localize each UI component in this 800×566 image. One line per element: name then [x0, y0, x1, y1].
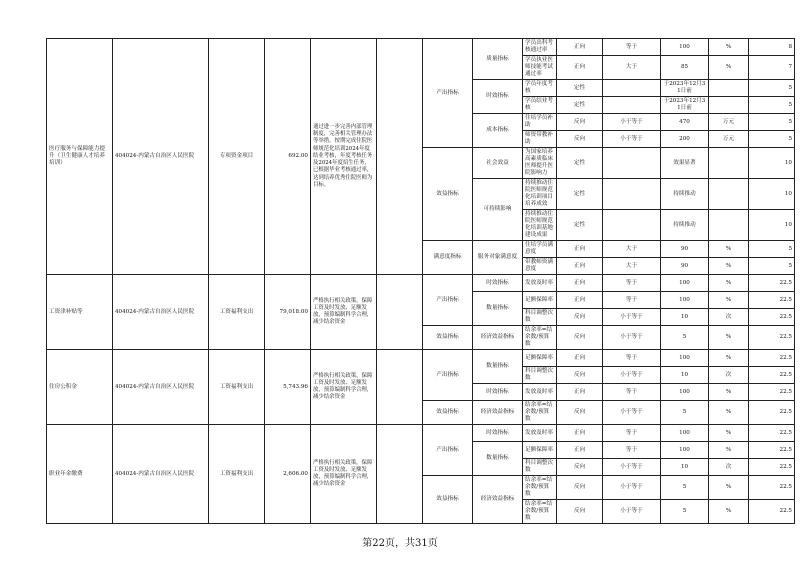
- unit-of-measure-cell: [709, 148, 749, 179]
- operator-cell: 小于等于: [603, 131, 661, 148]
- indicator-name-cell: 足额保障率: [523, 442, 557, 459]
- unit-of-measure-cell: 次: [709, 367, 749, 384]
- spacer-cell: [377, 39, 423, 275]
- level2-indicator-cell: 时效指标: [473, 425, 523, 442]
- target-value-cell: 效果显著: [661, 148, 709, 179]
- amount-cell: 692.00: [265, 39, 311, 275]
- level2-indicator-cell: 时效指标: [473, 384, 523, 401]
- table-row: [47, 275, 795, 292]
- target-value-cell: 10: [661, 309, 709, 326]
- direction-cell: 正向: [557, 275, 603, 292]
- unit-of-measure-cell: %: [709, 275, 749, 292]
- project-name-cell: 职业年金缴费: [47, 425, 113, 524]
- level1-indicator-cell: 效益指标: [423, 476, 473, 524]
- direction-cell: 正向: [557, 292, 603, 309]
- unit-of-measure-cell: 次: [709, 459, 749, 476]
- indicator-name-cell: 足额保障率: [523, 350, 557, 367]
- weight-score-cell: 22.5: [749, 367, 795, 384]
- unit-of-measure-cell: 万元: [709, 114, 749, 131]
- project-type-cell: 专项资金项目: [209, 39, 265, 275]
- weight-score-cell: 5: [749, 114, 795, 131]
- level1-indicator-cell: 产出指标: [423, 425, 473, 476]
- direction-cell: 正向: [557, 384, 603, 401]
- goal-cell: 严格执行相关政策，保障工资及时发放、足额发放，预算编制科学合理，减少结余资金: [311, 425, 377, 524]
- weight-score-cell: 5: [749, 241, 795, 258]
- weight-score-cell: 5: [749, 131, 795, 148]
- project-name-cell: 住房公积金: [47, 350, 113, 425]
- level1-indicator-cell: 产出指标: [423, 39, 473, 148]
- indicator-name-cell: 学员年度考核: [523, 80, 557, 97]
- unit-of-measure-cell: %: [709, 292, 749, 309]
- level2-indicator-cell: 可持续影响: [473, 179, 523, 241]
- direction-cell: 定性: [557, 97, 603, 114]
- project-name-cell: 工资津补贴等: [47, 275, 113, 350]
- level1-indicator-cell: 效益指标: [423, 401, 473, 425]
- spacer-cell: [377, 425, 423, 524]
- amount-cell: 2,606.00: [265, 425, 311, 524]
- unit-of-measure-cell: [709, 97, 749, 114]
- operator-cell: 大于: [603, 258, 661, 275]
- operator-cell: 小于等于: [603, 401, 661, 425]
- goal-cell: 严格执行相关政策，保障工资及时发放、足额发放，预算编制科学合理，减少结余资金: [311, 275, 377, 350]
- operator-cell: 小于等于: [603, 114, 661, 131]
- level2-indicator-cell: 质量指标: [473, 39, 523, 80]
- level2-indicator-cell: 数量指标: [473, 442, 523, 476]
- indicator-name-cell: 学员结业考核: [523, 97, 557, 114]
- direction-cell: 正向: [557, 56, 603, 80]
- unit-of-measure-cell: %: [709, 326, 749, 350]
- direction-cell: 反向: [557, 309, 603, 326]
- target-value-cell: 5: [661, 326, 709, 350]
- project-name-cell: 医疗服务与保障能力提升（卫生健康人才培养培训）: [47, 39, 113, 275]
- operator-cell: [603, 148, 661, 179]
- weight-score-cell: 22.5: [749, 425, 795, 442]
- target-value-cell: 5: [661, 401, 709, 425]
- project-type-cell: 工资福利支出: [209, 275, 265, 350]
- indicator-name-cell: 科目调整次数: [523, 459, 557, 476]
- target-value-cell: 100: [661, 292, 709, 309]
- target-value-cell: 90: [661, 241, 709, 258]
- direction-cell: 正向: [557, 425, 603, 442]
- unit-cell: 404024-内蒙古自治区人民医院: [113, 39, 209, 275]
- indicator-name-cell: 为国家培养高素质临床医师提升医院影响力: [523, 148, 557, 179]
- direction-cell: 定性: [557, 210, 603, 241]
- operator-cell: [603, 179, 661, 210]
- direction-cell: 正向: [557, 241, 603, 258]
- unit-cell: 404024-内蒙古自治区人民医院: [113, 425, 209, 524]
- direction-cell: 定性: [557, 80, 603, 97]
- target-value-cell: 100: [661, 442, 709, 459]
- unit-of-measure-cell: %: [709, 425, 749, 442]
- direction-cell: 反向: [557, 459, 603, 476]
- operator-cell: 小于等于: [603, 309, 661, 326]
- performance-goal-table: [46, 38, 795, 524]
- spacer-cell: [377, 275, 423, 350]
- direction-cell: 正向: [557, 442, 603, 459]
- indicator-name-cell: 带教师资满意度: [523, 258, 557, 275]
- level1-indicator-cell: 产出指标: [423, 350, 473, 401]
- page-number-footer: 第22页，共31页: [362, 538, 438, 549]
- target-value-cell: 持续推动: [661, 179, 709, 210]
- operator-cell: 小于等于: [603, 326, 661, 350]
- indicator-name-cell: 持续推动住院医师规范化培训基地建设成果: [523, 210, 557, 241]
- operator-cell: 小于等于: [603, 500, 661, 524]
- target-value-cell: 100: [661, 39, 709, 56]
- level2-indicator-cell: 经济效益指标: [473, 476, 523, 524]
- weight-score-cell: 22.5: [749, 500, 795, 524]
- amount-cell: 79,018.00: [265, 275, 311, 350]
- weight-score-cell: 10: [749, 179, 795, 210]
- level2-indicator-cell: 时效指标: [473, 275, 523, 292]
- indicator-name-cell: 师资带教补助: [523, 131, 557, 148]
- operator-cell: [603, 210, 661, 241]
- direction-cell: 正向: [557, 350, 603, 367]
- direction-cell: 正向: [557, 39, 603, 56]
- unit-of-measure-cell: %: [709, 401, 749, 425]
- unit-of-measure-cell: %: [709, 476, 749, 500]
- target-value-cell: 5: [661, 500, 709, 524]
- indicator-name-cell: 发放及时率: [523, 275, 557, 292]
- direction-cell: 反向: [557, 401, 603, 425]
- weight-score-cell: 22.5: [749, 476, 795, 500]
- level2-indicator-cell: 数量指标: [473, 292, 523, 326]
- weight-score-cell: 22.5: [749, 384, 795, 401]
- target-value-cell: 于2023年12月31日前: [661, 97, 709, 114]
- goal-cell: 通过进一步完善内部管理制度，完善相关管理办法等举措，按期完成住院医师规范化培训2024年度结业考核，年度考核任务及2024年度招生任务，已根据毕业考核通过率，达到培养优秀住院医师为目标。: [311, 39, 377, 275]
- operator-cell: 大于: [603, 56, 661, 80]
- target-value-cell: 5: [661, 476, 709, 500]
- indicator-name-cell: 结余率=结余数/预算数: [523, 476, 557, 500]
- operator-cell: 等于: [603, 275, 661, 292]
- operator-cell: [603, 80, 661, 97]
- target-value-cell: 100: [661, 425, 709, 442]
- unit-of-measure-cell: %: [709, 39, 749, 56]
- level2-indicator-cell: 经济效益指标: [473, 401, 523, 425]
- operator-cell: 小于等于: [603, 476, 661, 500]
- indicator-name-cell: 住培学员满意度: [523, 241, 557, 258]
- weight-score-cell: 10: [749, 148, 795, 179]
- amount-cell: 5,743.96: [265, 350, 311, 425]
- direction-cell: 反向: [557, 114, 603, 131]
- unit-of-measure-cell: [709, 210, 749, 241]
- indicator-name-cell: 住培学员补助: [523, 114, 557, 131]
- operator-cell: [603, 97, 661, 114]
- operator-cell: 等于: [603, 292, 661, 309]
- target-value-cell: 10: [661, 459, 709, 476]
- target-value-cell: 85: [661, 56, 709, 80]
- target-value-cell: 10: [661, 367, 709, 384]
- target-value-cell: 100: [661, 350, 709, 367]
- unit-cell: 404024-内蒙古自治区人民医院: [113, 350, 209, 425]
- indicator-name-cell: 结余率=结余数/预算数: [523, 326, 557, 350]
- direction-cell: 定性: [557, 148, 603, 179]
- indicator-name-cell: 结余率=结余数/预算数: [523, 401, 557, 425]
- unit-of-measure-cell: %: [709, 241, 749, 258]
- indicator-name-cell: 科目调整次数: [523, 367, 557, 384]
- target-value-cell: 90: [661, 258, 709, 275]
- direction-cell: 反向: [557, 131, 603, 148]
- unit-of-measure-cell: [709, 179, 749, 210]
- unit-of-measure-cell: %: [709, 442, 749, 459]
- project-type-cell: 工资福利支出: [209, 425, 265, 524]
- direction-cell: 正向: [557, 258, 603, 275]
- level2-indicator-cell: 经济效益指标: [473, 326, 523, 350]
- table-body: [47, 39, 795, 524]
- operator-cell: 等于: [603, 425, 661, 442]
- weight-score-cell: 7: [749, 56, 795, 80]
- direction-cell: 反向: [557, 476, 603, 500]
- goal-cell: 严格执行相关政策，保障工资及时发放、足额发放，预算编制科学合理，减少结余资金: [311, 350, 377, 425]
- weight-score-cell: 5: [749, 80, 795, 97]
- indicator-name-cell: 持续推动住院医师规范化培训项目培养成效: [523, 179, 557, 210]
- weight-score-cell: 8: [749, 39, 795, 56]
- target-value-cell: 于2023年12月31日前: [661, 80, 709, 97]
- project-type-cell: 工资福利支出: [209, 350, 265, 425]
- operator-cell: 小于等于: [603, 367, 661, 384]
- operator-cell: 大于: [603, 241, 661, 258]
- indicator-name-cell: 足额保障率: [523, 292, 557, 309]
- indicator-name-cell: 学员执业医师技能考试通过率: [523, 56, 557, 80]
- weight-score-cell: 22.5: [749, 442, 795, 459]
- weight-score-cell: 22.5: [749, 350, 795, 367]
- spacer-cell: [377, 350, 423, 425]
- unit-of-measure-cell: %: [709, 56, 749, 80]
- weight-score-cell: 22.5: [749, 292, 795, 309]
- target-value-cell: 100: [661, 275, 709, 292]
- weight-score-cell: 22.5: [749, 459, 795, 476]
- direction-cell: 反向: [557, 367, 603, 384]
- unit-of-measure-cell: [709, 80, 749, 97]
- level2-indicator-cell: 数量指标: [473, 350, 523, 384]
- table-row: [47, 425, 795, 442]
- unit-cell: 404024-内蒙古自治区人民医院: [113, 275, 209, 350]
- unit-of-measure-cell: 次: [709, 309, 749, 326]
- operator-cell: 小于等于: [603, 459, 661, 476]
- level2-indicator-cell: 社会效益: [473, 148, 523, 179]
- weight-score-cell: 5: [749, 258, 795, 275]
- operator-cell: 等于: [603, 442, 661, 459]
- unit-of-measure-cell: %: [709, 500, 749, 524]
- level1-indicator-cell: 效益指标: [423, 326, 473, 350]
- target-value-cell: 持续推动: [661, 210, 709, 241]
- weight-score-cell: 10: [749, 210, 795, 241]
- indicator-name-cell: 结余率=结余数/预算数: [523, 500, 557, 524]
- weight-score-cell: 22.5: [749, 326, 795, 350]
- weight-score-cell: 5: [749, 97, 795, 114]
- operator-cell: 等于: [603, 350, 661, 367]
- unit-of-measure-cell: %: [709, 384, 749, 401]
- performance-table-page: [46, 38, 794, 521]
- operator-cell: 等于: [603, 39, 661, 56]
- target-value-cell: 470: [661, 114, 709, 131]
- level2-indicator-cell: 成本指标: [473, 114, 523, 148]
- table-row: [47, 350, 795, 367]
- direction-cell: 反向: [557, 500, 603, 524]
- operator-cell: 等于: [603, 384, 661, 401]
- indicator-name-cell: 发放及时率: [523, 425, 557, 442]
- indicator-name-cell: 科目调整次数: [523, 309, 557, 326]
- unit-of-measure-cell: %: [709, 258, 749, 275]
- level2-indicator-cell: 服务对象满意度: [473, 241, 523, 275]
- direction-cell: 反向: [557, 326, 603, 350]
- table-row: [47, 39, 795, 56]
- unit-of-measure-cell: 万元: [709, 131, 749, 148]
- weight-score-cell: 22.5: [749, 401, 795, 425]
- level2-indicator-cell: 时效指标: [473, 80, 523, 114]
- target-value-cell: 100: [661, 384, 709, 401]
- target-value-cell: 200: [661, 131, 709, 148]
- indicator-name-cell: 学员出科考核通过率: [523, 39, 557, 56]
- level1-indicator-cell: 满意度指标: [423, 241, 473, 275]
- level1-indicator-cell: 产出指标: [423, 275, 473, 326]
- unit-of-measure-cell: %: [709, 350, 749, 367]
- weight-score-cell: 22.5: [749, 309, 795, 326]
- indicator-name-cell: 发放及时率: [523, 384, 557, 401]
- level1-indicator-cell: 效益指标: [423, 148, 473, 241]
- weight-score-cell: 22.5: [749, 275, 795, 292]
- direction-cell: 定性: [557, 179, 603, 210]
